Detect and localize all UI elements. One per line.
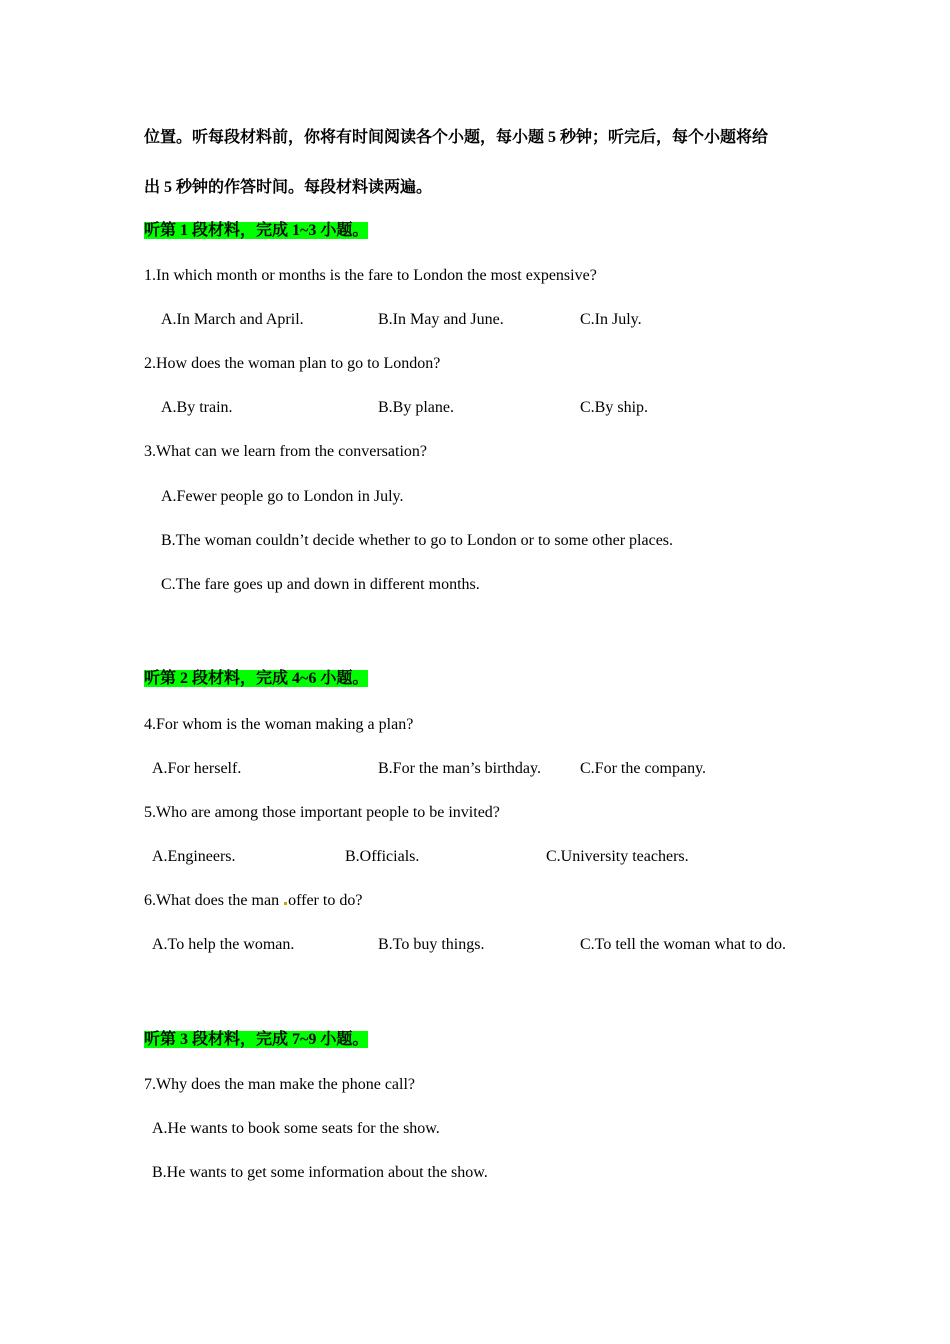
question-4-option-c: C.For the company. [580, 760, 707, 777]
section-2-heading-text: 听第 2 段材料，完成 4~6 小题。 [144, 670, 369, 687]
question-2-stem: 2.How does the woman plan to go to London? [144, 355, 441, 372]
instructions-line-1: 位置。听每段材料前，你将有时间阅读各个小题，每小题 5 秒钟；听完后，每个小题将给 [144, 129, 769, 146]
question-4-stem: 4.For whom is the woman making a plan? [144, 716, 414, 733]
question-7-option-a: A.He wants to book some seats for the show. [152, 1120, 440, 1137]
question-3-option-a: A.Fewer people go to London in July. [161, 488, 404, 505]
question-6-stem-part-1: 6.What does the man [144, 892, 280, 909]
question-1-stem: 1.In which month or months is the fare to London the most expensive? [144, 267, 597, 284]
question-3-stem: 3.What can we learn from the conversation? [144, 443, 427, 460]
question-6-option-a: A.To help the woman. [152, 936, 295, 953]
question-6-stem-part-2: offer to do? [288, 892, 363, 909]
question-6-option-b: B.To buy things. [378, 936, 485, 953]
question-5-option-b: B.Officials. [345, 848, 420, 865]
question-5-option-a: A.Engineers. [152, 848, 236, 865]
section-3-heading-text: 听第 3 段材料，完成 7~9 小题。 [144, 1031, 369, 1048]
section-1-heading-text: 听第 1 段材料，完成 1~3 小题。 [144, 222, 369, 239]
question-3-option-c: C.The fare goes up and down in different months. [161, 576, 480, 593]
question-6-stem [144, 891, 362, 911]
question-2-option-b: B.By plane. [378, 399, 454, 416]
question-4-option-a: A.For herself. [152, 760, 242, 777]
question-7-stem: 7.Why does the man make the phone call? [144, 1076, 416, 1093]
question-1-option-b: B.In May and June. [378, 311, 504, 328]
section-3-heading [144, 1030, 368, 1050]
highlight-dot-mark [284, 902, 287, 905]
question-6-option-c: C.To tell the woman what to do. [580, 936, 786, 953]
section-1-heading [144, 221, 368, 241]
question-1-option-a: A.In March and April. [161, 311, 304, 328]
question-4-option-b: B.For the man’s birthday. [378, 760, 541, 777]
question-5-stem: 5.Who are among those important people to be invited? [144, 804, 500, 821]
instructions-line-2: 出 5 秒钟的作答时间。每段材料读两遍。 [144, 179, 433, 196]
question-3-option-b: B.The woman couldn’t decide whether to go to London or to some other places. [161, 532, 674, 549]
question-1-option-c: C.In July. [580, 311, 642, 328]
question-2-option-a: A.By train. [161, 399, 233, 416]
question-7-option-b: B.He wants to get some information about the show. [152, 1164, 488, 1181]
question-5-option-c: C.University teachers. [546, 848, 689, 865]
question-2-option-c: C.By ship. [580, 399, 649, 416]
section-2-heading [144, 669, 368, 689]
